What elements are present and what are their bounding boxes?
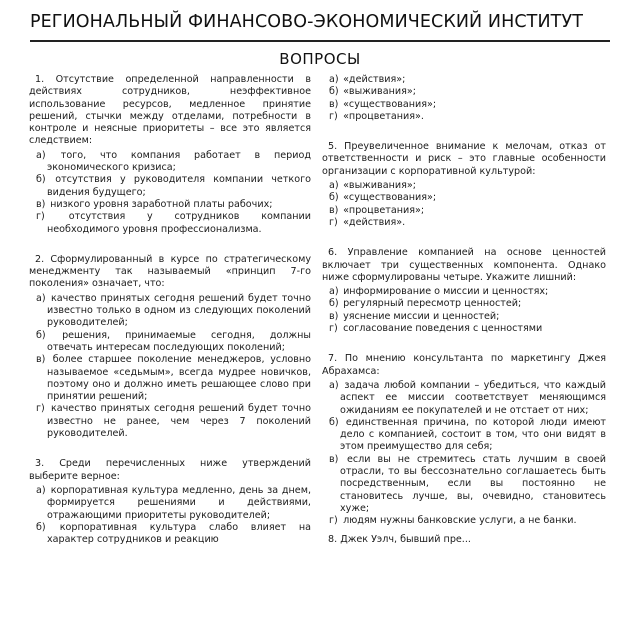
question-8-start: 8. Джек Уэлч, бывший пре...	[328, 533, 471, 545]
answer-option	[324, 111, 606, 123]
answer-option	[324, 217, 606, 229]
left-column	[29, 74, 311, 564]
question-5	[322, 141, 606, 229]
answer-option	[324, 86, 606, 98]
answer-option	[324, 99, 606, 111]
option-text: более старшее поколение менеджеров, условно называемое «седьмым», всегда мудрее новичков, поэтому оно и должно иметь решающее слово при принятии решений;	[47, 354, 311, 403]
answer-option	[31, 293, 311, 330]
option-text: того, что компания работает в период экономического кризиса;	[47, 149, 311, 174]
answer-option	[31, 485, 311, 522]
answer-option	[324, 286, 606, 298]
question-4-continued	[322, 74, 606, 123]
question-7	[322, 353, 606, 545]
option-text: корпоративная культура слабо влияет на характер сотрудников и реакцию	[47, 521, 311, 546]
answer-option	[324, 323, 606, 335]
option-letter: б)	[329, 416, 339, 428]
option-letter: а)	[329, 180, 339, 192]
answer-option	[324, 454, 606, 515]
option-text: качество принятых сегодня решений будет точно известно не ранее, чем через 7 поколений руководителей.	[47, 403, 311, 440]
option-text: корпоративная культура медленно, день за днем, формируется решениями и действиями, отражающими приоритеты руководителей;	[47, 484, 311, 521]
option-letter: в)	[329, 204, 339, 216]
answer-option	[31, 174, 311, 199]
option-letter: а)	[329, 74, 339, 85]
option-letter: г)	[329, 515, 338, 527]
option-text: низкого уровня заработной платы рабочих;	[50, 198, 273, 210]
question-options	[322, 286, 606, 335]
right-column	[322, 74, 606, 564]
answer-option	[31, 403, 311, 440]
option-letter: а)	[329, 379, 339, 391]
option-text: решения, принимаемые сегодня, должны отвечать интересам последующих поколений;	[47, 329, 311, 353]
question-options	[322, 180, 606, 229]
question-options	[322, 380, 606, 528]
option-text: если вы не стремитесь стать лучшим в своей отрасли, то вы бессознательно соглашаетесь быть посредственным, если вы постоянно не становитесь лучше, вы, очевидно, становитесь хуже;	[340, 453, 606, 514]
question-text: 2. Сформулированный в курсе по стратегическому менеджменту так называемый «принцип 7-го поколения» означает, что:	[29, 253, 311, 290]
option-letter: б)	[329, 298, 339, 310]
option-text: согласование поведения с ценностями	[343, 323, 543, 335]
question-options	[29, 293, 311, 441]
option-text: «действия»;	[343, 74, 406, 85]
question-options	[322, 74, 606, 123]
option-text: «выживания»;	[343, 180, 416, 192]
answer-option	[31, 330, 311, 355]
option-letter: в)	[329, 310, 339, 322]
option-letter: б)	[36, 329, 46, 341]
answer-option	[324, 380, 606, 417]
option-letter: б)	[36, 174, 46, 186]
answer-option	[31, 354, 311, 403]
question-options	[29, 485, 311, 546]
option-letter: г)	[36, 211, 45, 223]
question-text: 6. Управление компанией на основе ценностей включает три существенных компонента. Однако ниже сформулированы четыре. Укажите лишний:	[322, 247, 606, 283]
question-text: 7. По мнению консультанта по маркетингу Джея Абрахамса:	[322, 353, 606, 377]
option-text: «процветания»;	[343, 204, 425, 216]
option-text: регулярный пересмотр ценностей;	[343, 298, 522, 310]
option-text: задача любой компании – убедиться, что каждый аспект ее миссии соответствует меняющимся ожиданиям ее покупателей и не отстает от них;	[340, 379, 606, 416]
option-text: «существования»;	[343, 192, 437, 204]
answer-option	[31, 211, 311, 236]
option-text: «выживания»;	[343, 86, 416, 98]
header-rule	[30, 40, 610, 42]
option-text: «процветания».	[343, 110, 424, 122]
option-text: информирование о миссии и ценностях;	[343, 286, 549, 298]
page-title: ВОПРОСЫ	[279, 50, 361, 68]
answer-option	[324, 417, 606, 454]
question-text: 3. Среди перечисленных ниже утверждений выберите верное:	[29, 458, 311, 482]
option-letter: в)	[36, 198, 46, 210]
option-text: качество принятых сегодня решений будет точно известно только в одном из следующих поколений руководителей;	[47, 292, 311, 329]
institute-header: РЕГИОНАЛЬНЫЙ ФИНАНСОВО-ЭКОНОМИЧЕСКИЙ ИНСТИТУТ	[30, 12, 584, 32]
option-letter: б)	[329, 86, 339, 98]
question-6	[322, 247, 606, 335]
answer-option	[324, 74, 606, 86]
answer-option	[31, 522, 311, 547]
answer-option	[324, 205, 606, 217]
question-1	[29, 74, 311, 236]
answer-option	[31, 199, 311, 211]
option-letter: в)	[329, 98, 339, 110]
option-text: отсутствия у руководителя компании четкого видения будущего;	[47, 174, 311, 198]
option-text: «действия».	[343, 216, 406, 228]
answer-option	[324, 192, 606, 204]
question-2	[29, 254, 311, 440]
answer-option	[31, 150, 311, 175]
option-letter: г)	[36, 403, 45, 415]
option-letter: а)	[36, 149, 46, 161]
question-text: 1. Отсутствие определенной направленности в действиях сотрудников, неэффективное использование ресурсов, медленное принятие решений, стычки между отделами, потребности в контроле и неясные приоритеты – все это является следствием:	[29, 74, 311, 147]
option-letter: г)	[329, 110, 338, 122]
option-letter: а)	[36, 484, 46, 496]
option-letter: в)	[329, 453, 339, 465]
answer-option	[324, 180, 606, 192]
option-letter: г)	[329, 323, 338, 335]
option-letter: а)	[36, 292, 46, 304]
option-letter: б)	[329, 192, 339, 204]
option-text: «существования»;	[343, 98, 437, 110]
question-text: 5. Преувеличенное внимание к мелочам, отказ от ответственности и риск – это главные особенности организации с корпоративной культурой:	[322, 141, 606, 177]
answer-option	[324, 298, 606, 310]
answer-option	[324, 515, 606, 527]
option-letter: г)	[329, 216, 338, 228]
option-text: уяснение миссии и ценностей;	[343, 310, 500, 322]
option-text: отсутствия у сотрудников компании необходимого уровня профессионализма.	[47, 211, 311, 235]
question-3	[29, 458, 311, 546]
option-letter: а)	[329, 286, 339, 298]
option-text: единственная причина, по которой люди имеют дело с компанией, состоит в том, что они видят в этом преимущество для себя;	[340, 416, 606, 453]
answer-option	[324, 311, 606, 323]
question-options	[29, 150, 311, 236]
option-letter: в)	[36, 354, 46, 366]
option-letter: б)	[36, 521, 46, 533]
option-text: людям нужны банковские услуги, а не банки.	[343, 515, 577, 527]
